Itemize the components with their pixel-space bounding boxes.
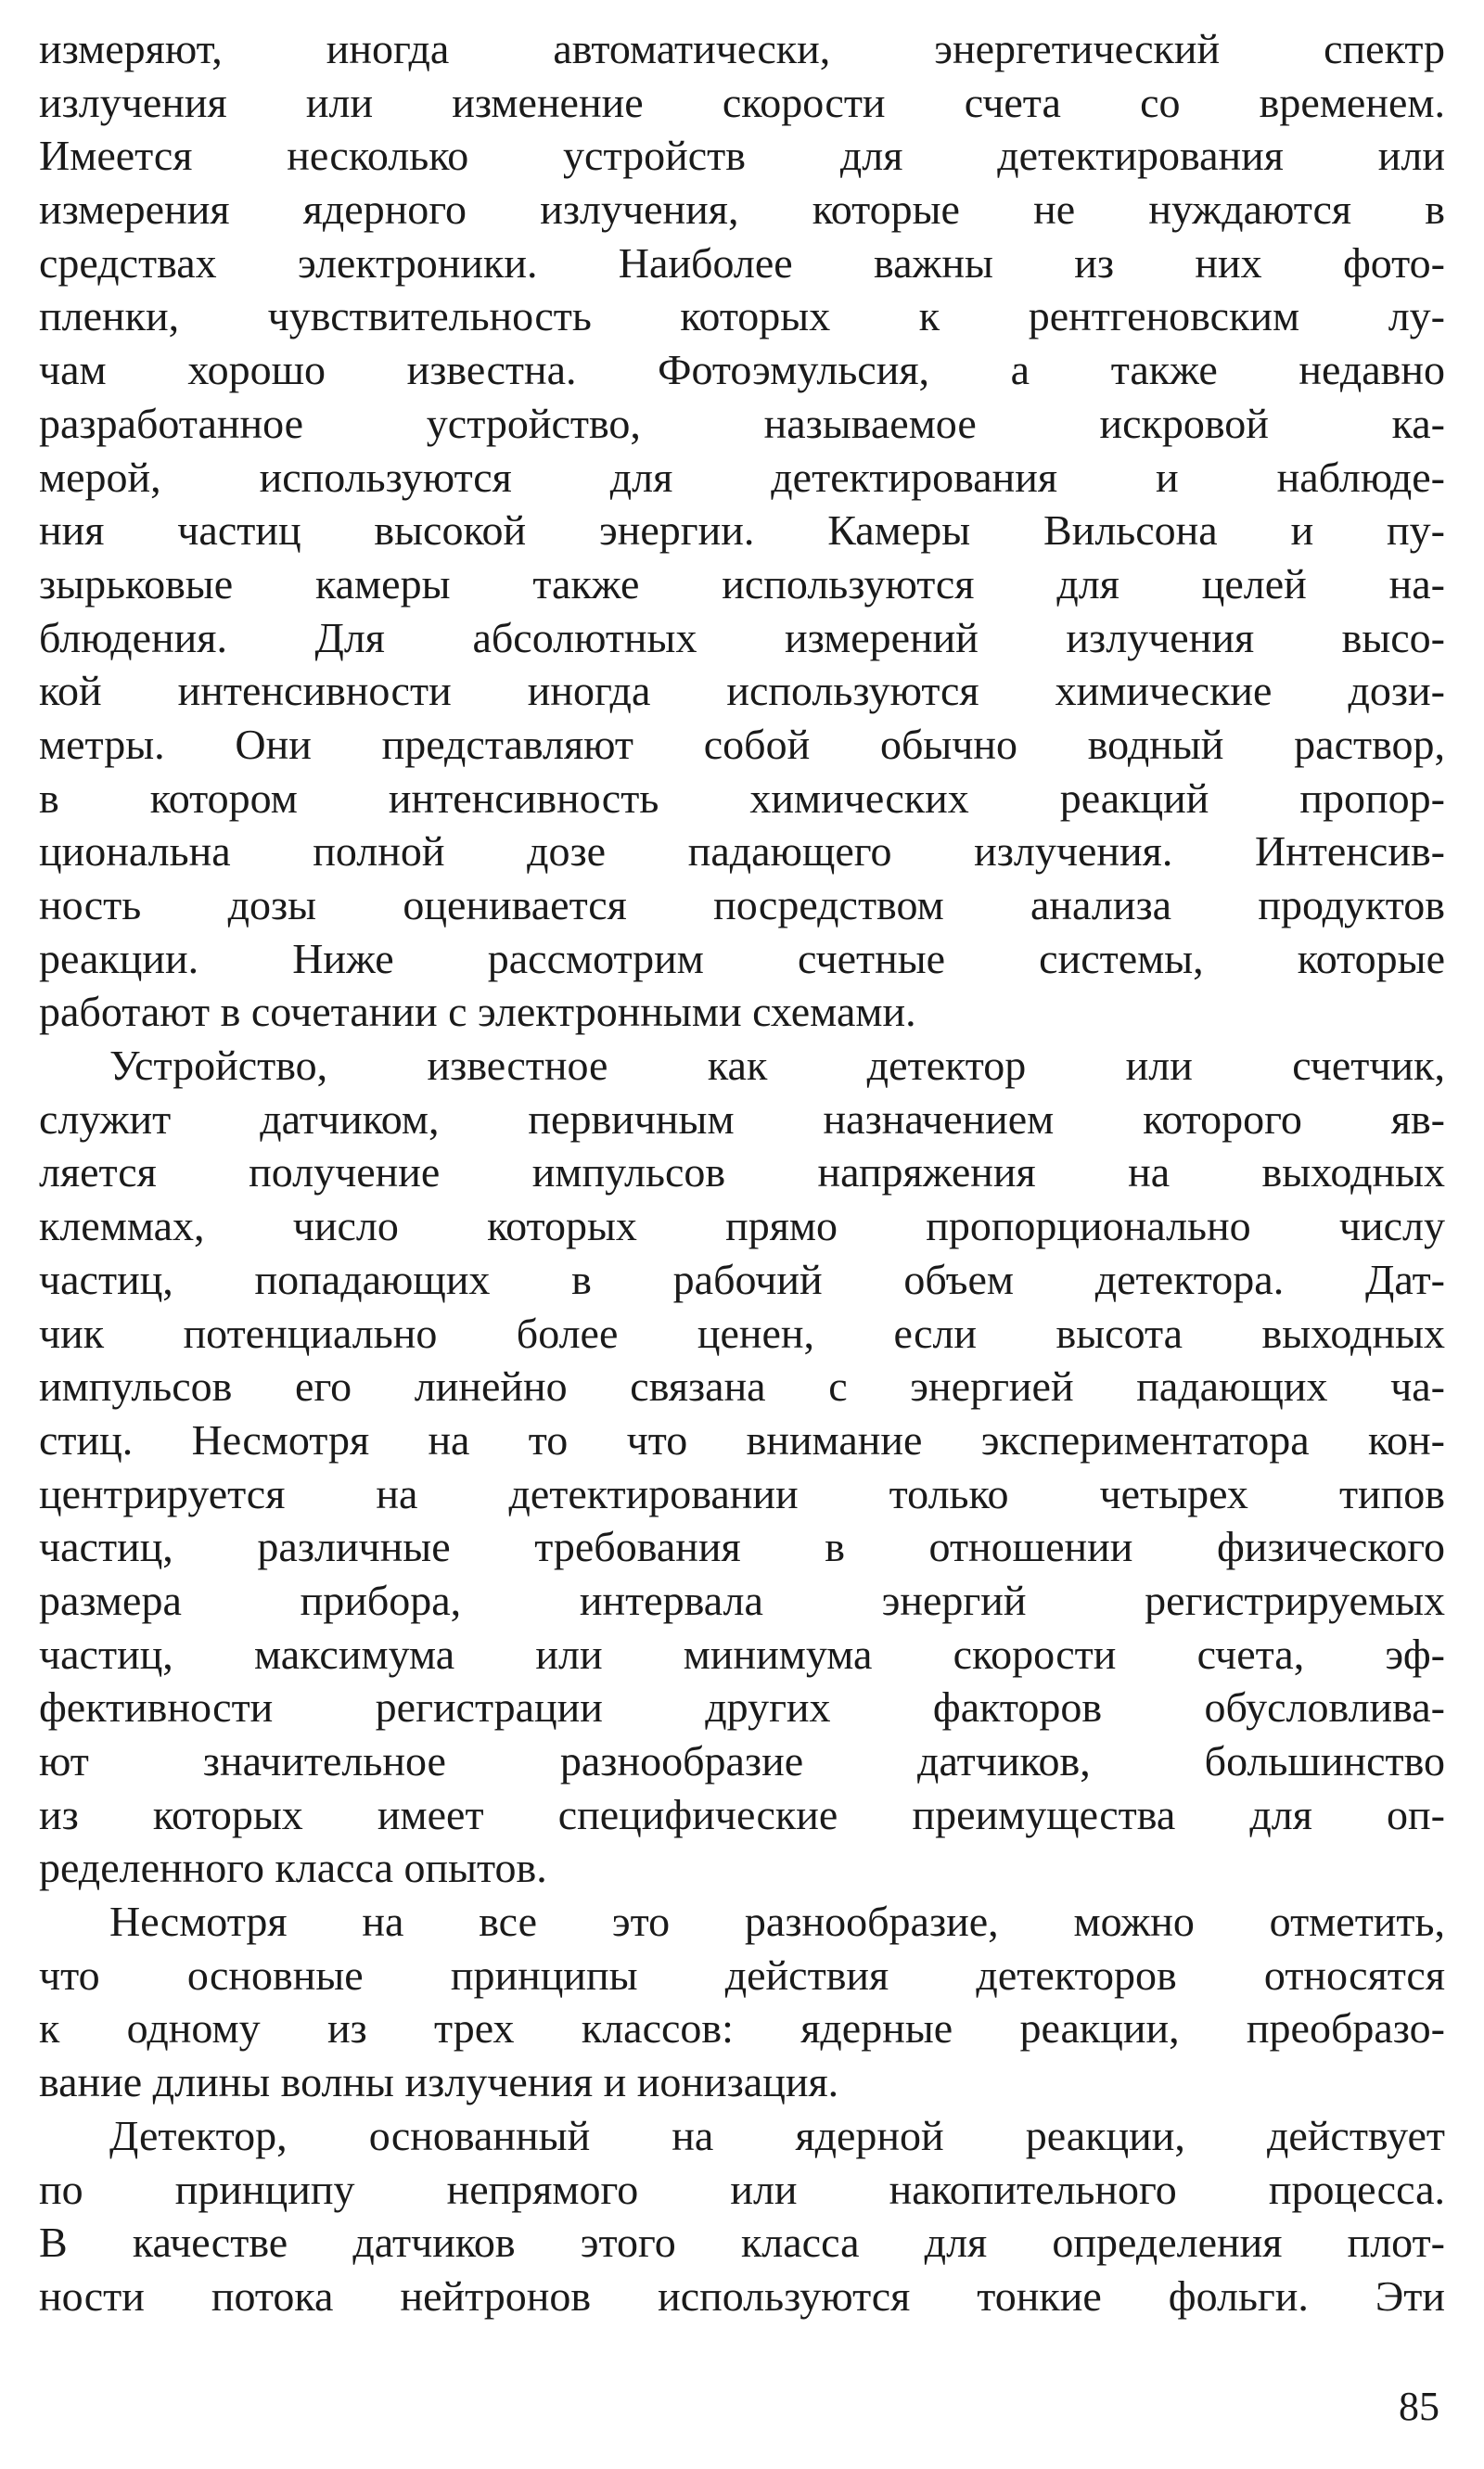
text-line: чам хорошо известна. Фотоэмульсия, а также недавно	[39, 346, 1445, 394]
text-line: в котором интенсивность химических реакций пропор-	[39, 774, 1445, 822]
text-line: зырьковые камеры также используются для целей на-	[39, 559, 1445, 608]
text-line: вание длины волны излучения и ионизация.	[39, 2058, 839, 2106]
text-line: служит датчиком, первичным назначением которого яв-	[39, 1094, 1445, 1143]
text-line: В качестве датчиков этого класса для определения плот-	[39, 2219, 1445, 2267]
text-line: мерой, используются для детектирования и наблюде-	[39, 453, 1445, 501]
text-line: ность дозы оценивается посредством анализа продуктов	[39, 881, 1445, 928]
text-line: ют значительное разнообразие датчиков, большинство	[39, 1737, 1445, 1785]
text-line: фективности регистрации других факторов обусловлива-	[39, 1683, 1445, 1732]
text-line: Несмотря на все это разнообразие, можно отметить,	[109, 1898, 1445, 1946]
page-number: 85	[1399, 2384, 1439, 2429]
paragraph-2	[39, 1039, 1445, 1895]
text-line: Детектор, основанный на ядерной реакции, действует	[109, 2111, 1445, 2159]
text-line: измеряют, иногда автоматически, энергетический спектр	[39, 25, 1445, 72]
text-line: метры. Они представляют собой обычно водный раствор,	[39, 720, 1445, 768]
text-line: ния частиц высокой энергии. Камеры Вильсона и пу-	[39, 506, 1445, 555]
text-line: средствах электроники. Наиболее важны из них фото-	[39, 238, 1445, 287]
text-line: по принципу непрямого или накопительного процесса.	[39, 2165, 1445, 2213]
text-line: разработанное устройство, называемое искровой ка-	[39, 399, 1445, 447]
text-line: ляется получение импульсов напряжения на выходных	[39, 1148, 1445, 1196]
text-line: к одному из трех классов: ядерные реакции, преобразо-	[39, 2004, 1445, 2053]
text-line: центрируется на детектировании только четырех типов	[39, 1469, 1445, 1517]
text-line: излучения или изменение скорости счета со временем.	[39, 78, 1445, 126]
text-line: частиц, максимума или минимума скорости счета, эф-	[39, 1630, 1445, 1678]
text-line: частиц, попадающих в рабочий объем детектора. Дат-	[39, 1255, 1445, 1303]
text-line: что основные принципы действия детекторов относятся	[39, 1951, 1445, 1999]
text-line: пленки, чувствительность которых к рентгеновским лу-	[39, 292, 1445, 340]
text-line: реакции. Ниже рассмотрим счетные системы, которые	[39, 934, 1445, 982]
text-line: чик потенциально более ценен, если высота выходных	[39, 1309, 1445, 1357]
text-line: ности потока нейтронов используются тонкие фольги. Эти	[39, 2271, 1445, 2320]
text-line: клеммах, число которых прямо пропорционально числу	[39, 1202, 1445, 1250]
page-body	[39, 22, 1445, 2323]
text-line: из которых имеет специфические преимущества для оп-	[39, 1790, 1445, 1838]
paragraph-4	[39, 2109, 1445, 2323]
paragraph-1	[39, 22, 1445, 1039]
text-line: ределенного класса опытов.	[39, 1844, 547, 1892]
paragraph-3	[39, 1895, 1445, 2109]
text-line: Имеется несколько устройств для детектирования или	[39, 132, 1445, 180]
text-line: размера прибора, интервала энергий регистрируемых	[39, 1576, 1445, 1624]
text-line: работают в сочетании с электронными схемами.	[39, 988, 916, 1036]
text-line: частиц, различные требования в отношении физического	[39, 1523, 1445, 1571]
text-line: блюдения. Для абсолютных измерений излучения высо-	[39, 613, 1445, 661]
text-line: кой интенсивности иногда используются химические дози-	[39, 667, 1445, 715]
text-line: импульсов его линейно связана с энергией падающих ча-	[39, 1362, 1445, 1411]
text-line: циональна полной дозе падающего излучения. Интенсив-	[39, 827, 1445, 876]
text-line: измерения ядерного излучения, которые не нуждаются в	[39, 185, 1445, 234]
text-line: стиц. Несмотря на то что внимание экспериментатора кон-	[39, 1415, 1445, 1464]
text-line: Устройство, известное как детектор или счетчик,	[109, 1042, 1445, 1090]
